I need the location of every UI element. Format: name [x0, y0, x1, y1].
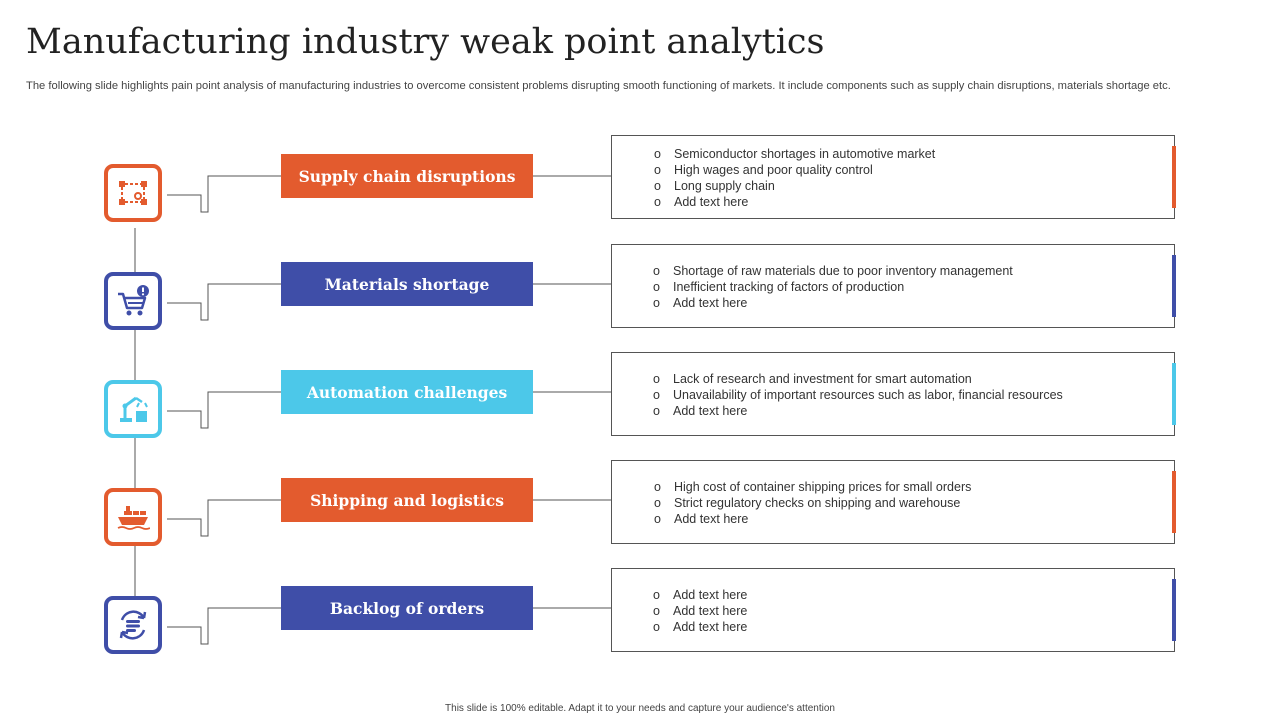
bullet: o: [653, 604, 660, 618]
chain-network-icon: [116, 176, 150, 210]
detail-box: [611, 352, 1175, 436]
list-item: [653, 387, 1063, 403]
detail-box: [611, 244, 1175, 328]
list-item: [653, 279, 1013, 295]
list-item-text: Lack of research and investment for smart automation: [673, 372, 972, 386]
page-subtitle: The following slide highlights pain point analysis of manufacturing industries to overcome consistent problems disrupting smooth functioning of markets. It include components such as supply chain disruptions, materials shortage etc.: [26, 80, 1171, 92]
list-item-text: Add text here: [673, 604, 748, 618]
accent-bar: [1172, 471, 1176, 533]
icon-box: [104, 164, 162, 222]
bullet: o: [653, 264, 660, 278]
detail-list: [653, 587, 747, 635]
list-item: [653, 371, 1063, 387]
list-item-text: Add text here: [673, 620, 748, 634]
bullet: o: [654, 480, 661, 494]
robot-arm-icon: [116, 392, 150, 426]
list-item-text: Add text here: [673, 404, 748, 418]
detail-list: [653, 263, 1013, 311]
list-item-text: Add text here: [673, 588, 748, 602]
list-item: [654, 495, 971, 511]
detail-list: [654, 146, 935, 210]
bullet: o: [653, 296, 660, 310]
bullet: o: [654, 496, 661, 510]
list-item-text: Inefficient tracking of factors of production: [673, 280, 905, 294]
list-item-text: Shortage of raw materials due to poor inventory management: [673, 264, 1013, 278]
bullet: o: [654, 512, 661, 526]
list-item-text: Unavailability of important resources such as labor, financial resources: [673, 388, 1063, 402]
list-item: [654, 146, 935, 162]
list-item: [653, 403, 1063, 419]
bullet: o: [653, 404, 660, 418]
list-item: [654, 511, 971, 527]
bullet: o: [654, 147, 661, 161]
bullet: o: [653, 620, 660, 634]
detail-box: [611, 135, 1175, 219]
list-item-text: Add text here: [674, 512, 749, 526]
label-shipping-and-logistics: Shipping and logistics: [281, 478, 533, 522]
list-item: [654, 194, 935, 210]
cart-alert-icon: [116, 284, 150, 318]
list-item: [654, 479, 971, 495]
detail-list: [653, 371, 1063, 419]
list-item: [653, 619, 747, 635]
connector-icon-to-label: [167, 608, 281, 644]
label-backlog-of-orders: Backlog of orders: [281, 586, 533, 630]
list-item-text: Semiconductor shortages in automotive market: [674, 147, 936, 161]
label-automation-challenges: Automation challenges: [281, 370, 533, 414]
accent-bar: [1172, 255, 1176, 317]
list-item: [653, 603, 747, 619]
list-item: [653, 263, 1013, 279]
list-item-text: Strict regulatory checks on shipping and warehouse: [674, 496, 961, 510]
list-item-text: Add text here: [673, 296, 748, 310]
list-item-text: High cost of container shipping prices for small orders: [674, 480, 972, 494]
list-item-text: Add text here: [674, 195, 749, 209]
bullet: o: [653, 372, 660, 386]
accent-bar: [1172, 146, 1176, 208]
list-item: [654, 178, 935, 194]
bullet: o: [654, 163, 661, 177]
icon-box: [104, 272, 162, 330]
accent-bar: [1172, 579, 1176, 641]
cargo-ship-icon: [116, 500, 150, 534]
connector-icon-to-label: [167, 392, 281, 428]
bullet: o: [654, 195, 661, 209]
bullet: o: [653, 388, 660, 402]
bullet: o: [653, 588, 660, 602]
label-supply-chain-disruptions: Supply chain disruptions: [281, 154, 533, 198]
connector-icon-to-label: [167, 176, 281, 212]
list-item: [654, 162, 935, 178]
icon-box: [104, 488, 162, 546]
page-title: Manufacturing industry weak point analytics: [26, 22, 825, 62]
list-item-text: High wages and poor quality control: [674, 163, 873, 177]
detail-box: [611, 460, 1175, 544]
order-cycle-icon: [116, 608, 150, 642]
footer-note: This slide is 100% editable. Adapt it to your needs and capture your audience's attention: [445, 703, 835, 714]
icon-box: [104, 380, 162, 438]
bullet: o: [654, 179, 661, 193]
detail-list: [654, 479, 971, 527]
accent-bar: [1172, 363, 1176, 425]
list-item-text: Long supply chain: [674, 179, 775, 193]
list-item: [653, 295, 1013, 311]
connector-icon-to-label: [167, 284, 281, 320]
list-item: [653, 587, 747, 603]
bullet: o: [653, 280, 660, 294]
detail-box: [611, 568, 1175, 652]
connector-icon-to-label: [167, 500, 281, 536]
icon-box: [104, 596, 162, 654]
label-materials-shortage: Materials shortage: [281, 262, 533, 306]
